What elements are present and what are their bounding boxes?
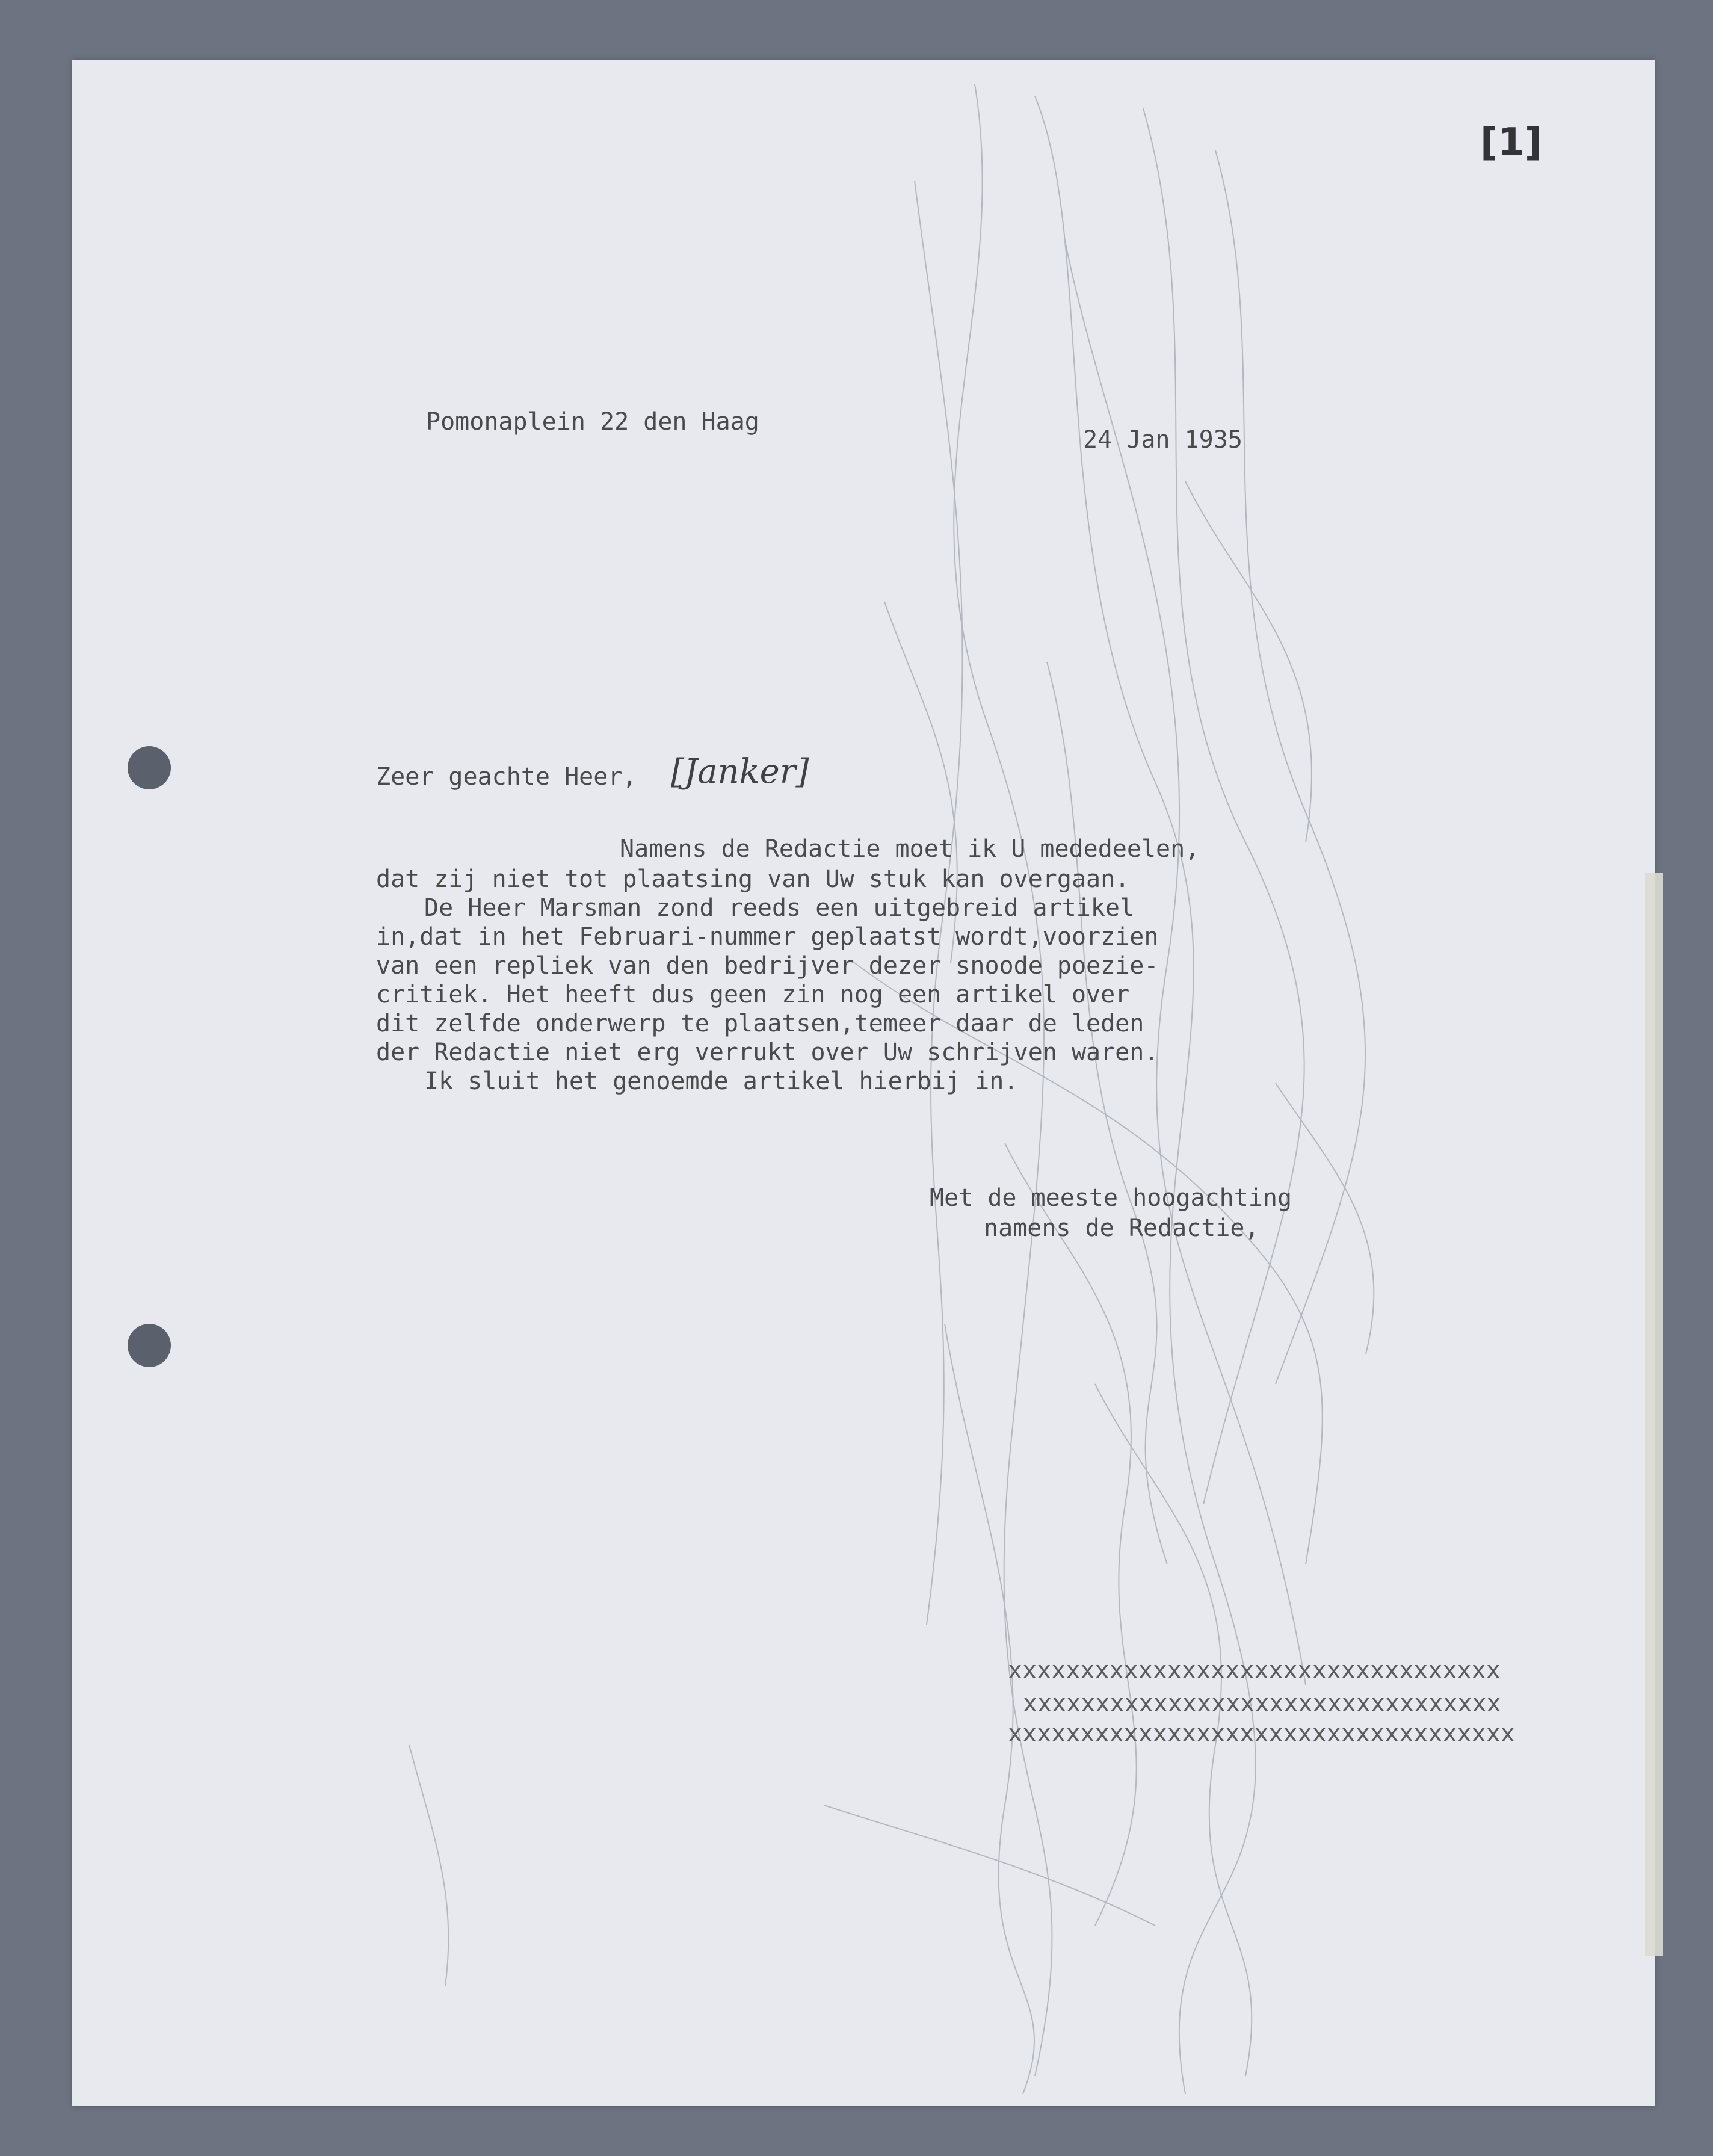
sender-address: Pomonaplein 22 den Haag: [426, 408, 759, 436]
closing-line-2: namens de Redactie,: [984, 1214, 1259, 1242]
closing-line-1: Met de meeste hoogachting: [930, 1184, 1292, 1212]
body-line: der Redactie niet erg verrukt over Uw schrijven waren.: [376, 1039, 1159, 1066]
page-number: [1]: [1480, 120, 1543, 165]
body-line: van een repliek van den bedrijver dezer snoode poezie-: [376, 952, 1159, 980]
body-line: in,dat in het Februari-nummer geplaatst wordt,voorzien: [376, 923, 1159, 951]
body-line: dat zij niet tot plaatsing van Uw stuk kan overgaan.: [376, 865, 1130, 893]
punch-hole-top: [128, 746, 171, 789]
salutation: Zeer geachte Heer,: [376, 763, 637, 791]
body-line: Ik sluit het genoemde artikel hierbij in.: [424, 1067, 1019, 1095]
body-line: critiek. Het heeft dus geen zin nog een artikel over: [376, 981, 1130, 1009]
body-line: Namens de Redactie moet ik U mededeelen,: [620, 835, 1200, 863]
body-line: dit zelfde onderwerp te plaatsen,temeer daar de leden: [376, 1010, 1144, 1037]
paper-edge: [1645, 873, 1663, 1956]
struck-line: xxxxxxxxxxxxxxxxxxxxxxxxxxxxxxxxxxx: [1008, 1720, 1515, 1747]
letter-page: [72, 60, 1655, 2106]
struck-line: xxxxxxxxxxxxxxxxxxxxxxxxxxxxxxxxxx: [1008, 1657, 1501, 1684]
recipient-handwritten-name: [Janker]: [671, 752, 809, 791]
struck-line: xxxxxxxxxxxxxxxxxxxxxxxxxxxxxxxxx: [1023, 1690, 1501, 1717]
body-line: De Heer Marsman zond reeds een uitgebreid artikel: [424, 894, 1135, 922]
letter-date: 24 Jan 1935: [1083, 426, 1242, 454]
punch-hole-bottom: [128, 1324, 171, 1367]
